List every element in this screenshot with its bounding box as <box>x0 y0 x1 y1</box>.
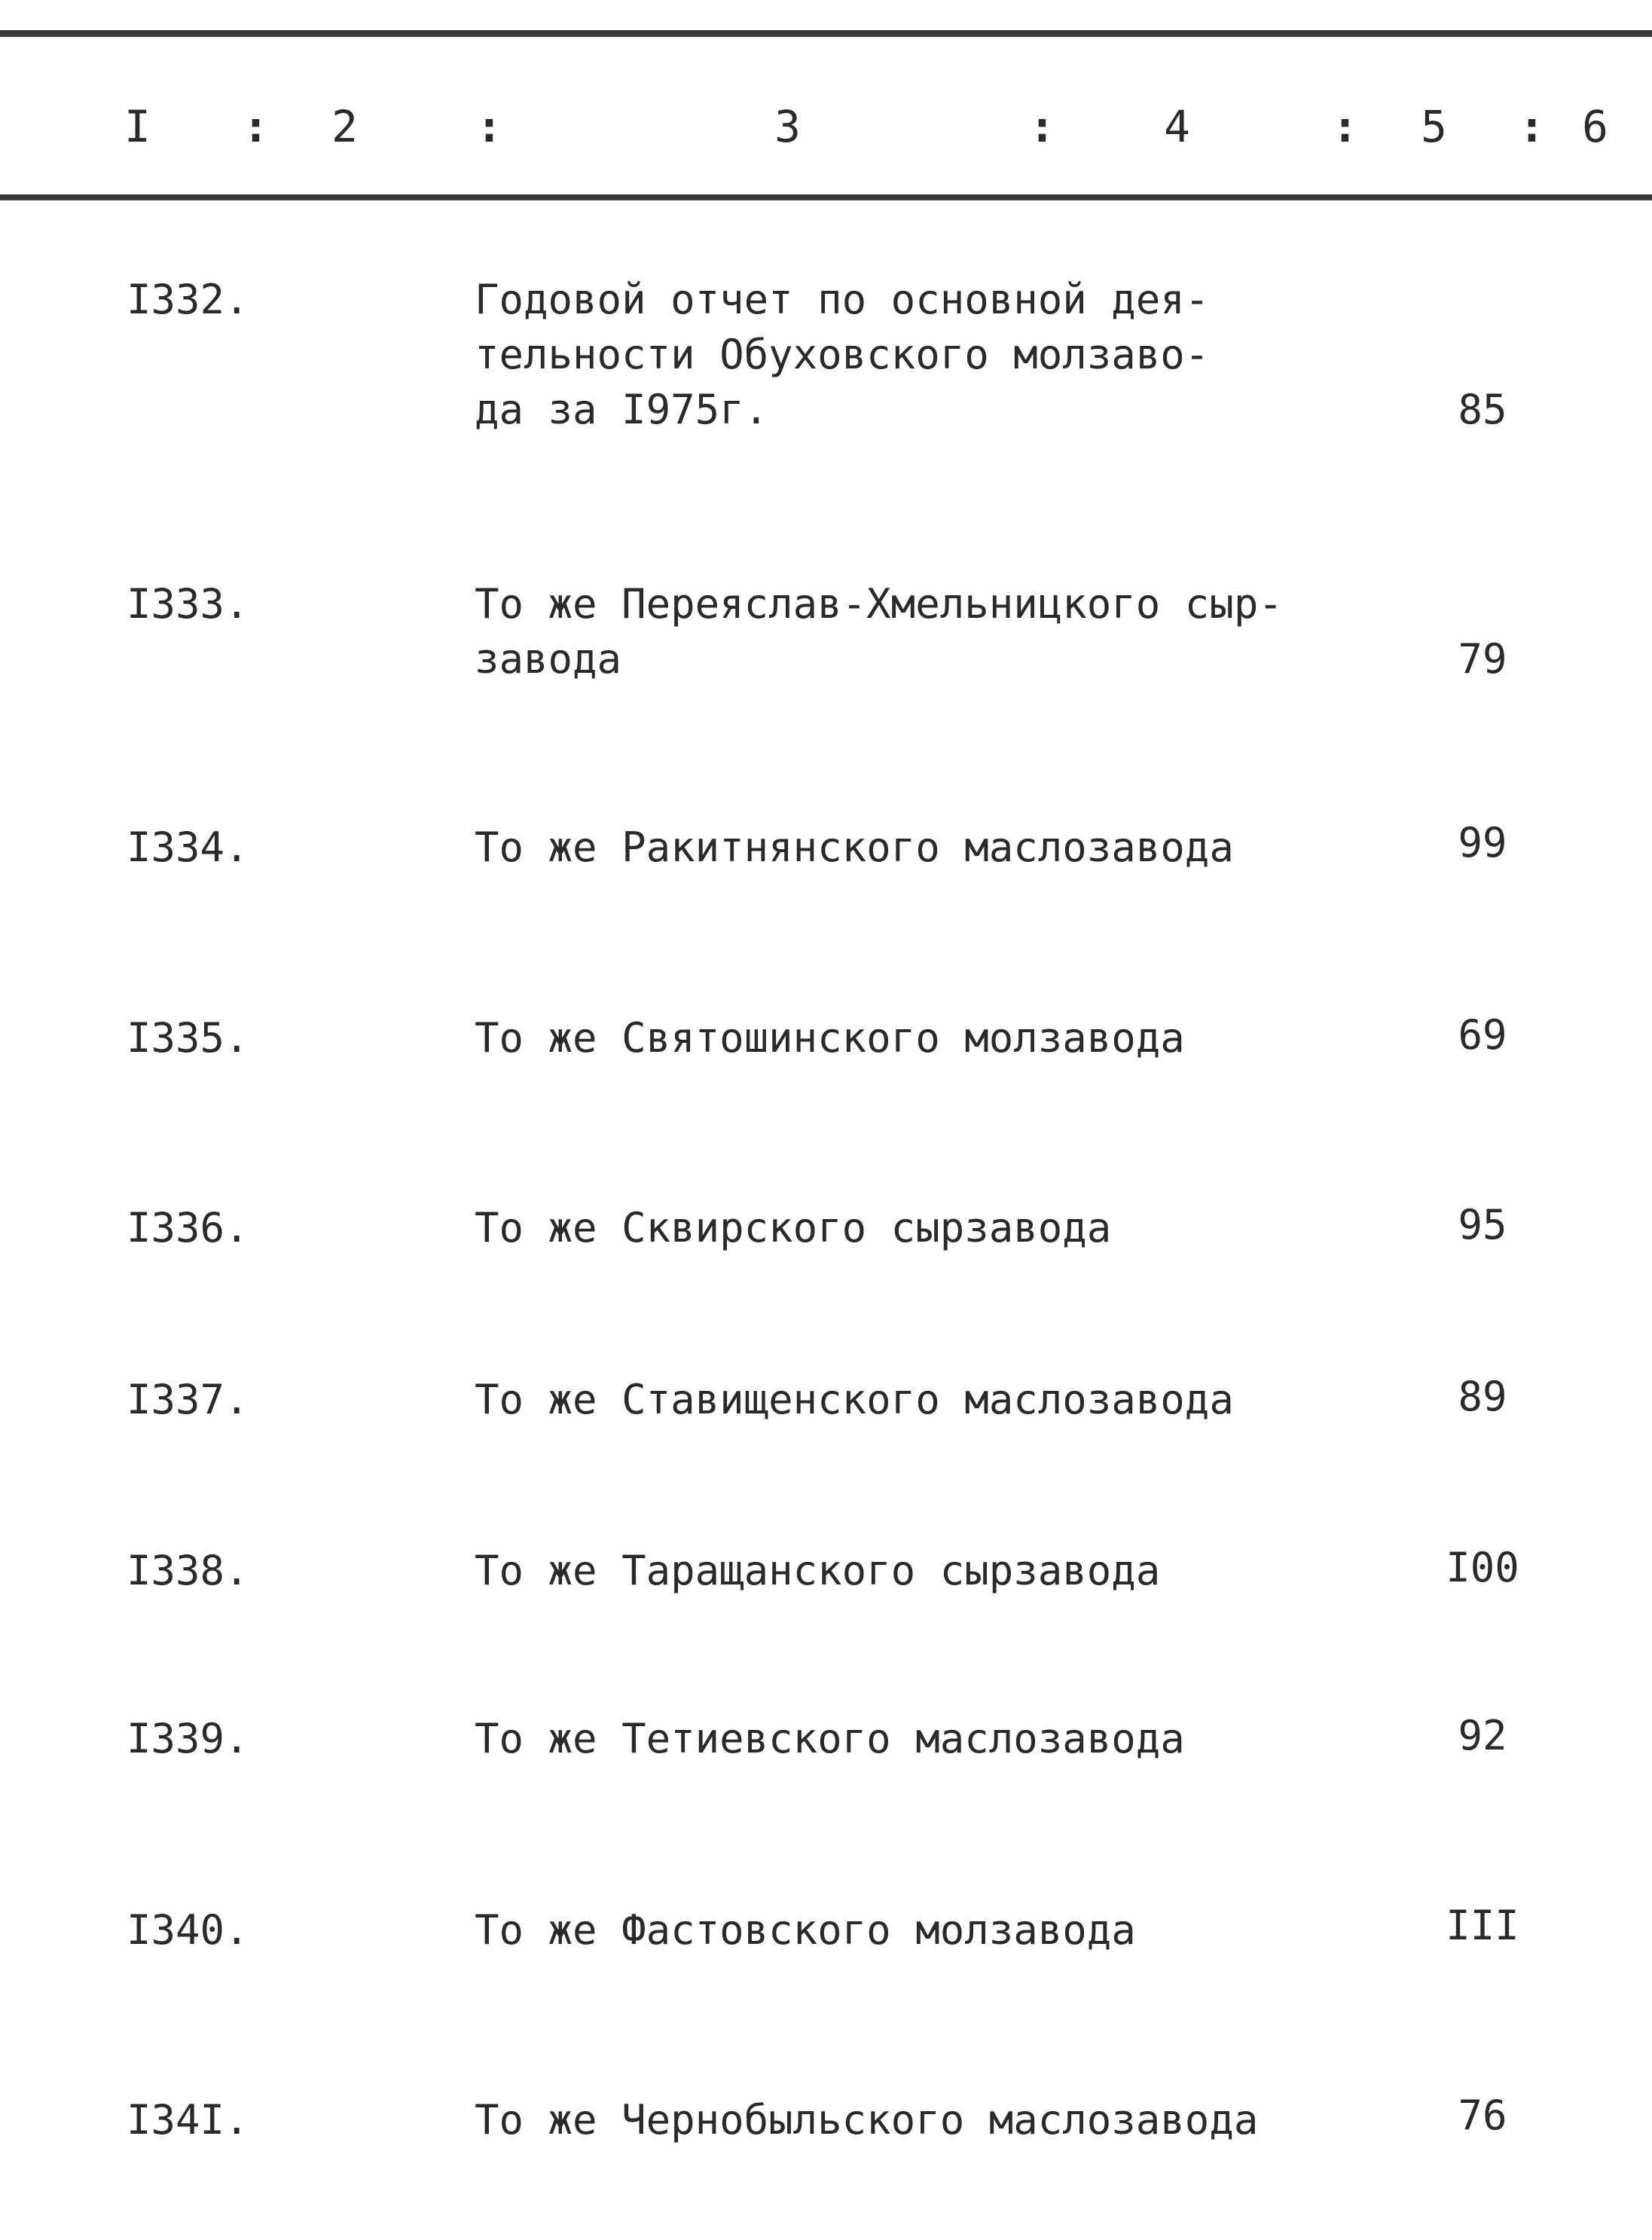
sheet-count: 69 <box>1458 1011 1507 1059</box>
column-separator: : <box>1332 101 1358 152</box>
sheet-count: 85 <box>1458 386 1507 433</box>
file-title-line: То же Переяслав-Хмельницкого сыр- <box>475 580 1283 628</box>
file-number: I338. <box>127 1547 249 1594</box>
column-header-6: 6 <box>1582 101 1608 152</box>
sheet-count: 99 <box>1458 819 1507 866</box>
file-number: I340. <box>127 1906 249 1954</box>
file-number: I335. <box>127 1014 249 1062</box>
sheet-count: I00 <box>1446 1544 1519 1591</box>
file-title-line: тельности Обуховского молзаво- <box>475 331 1210 378</box>
file-number: I334. <box>127 824 249 871</box>
top-rule <box>0 30 1652 37</box>
file-title-line: завода <box>475 635 622 683</box>
file-number: I336. <box>127 1204 249 1251</box>
column-header-2: 2 <box>331 101 358 152</box>
file-number: I332. <box>127 276 249 323</box>
file-number: I333. <box>127 580 249 628</box>
file-number: I337. <box>127 1376 249 1423</box>
file-title-line: То же Святошинского молзавода <box>475 1014 1185 1062</box>
column-header-3: 3 <box>774 101 801 152</box>
file-title-line: То же Чернобыльского маслозавода <box>475 2096 1259 2144</box>
file-title-line: То же Фастовского молзавода <box>475 1906 1136 1954</box>
column-header-5: 5 <box>1421 101 1447 152</box>
file-title-line: Годовой отчет по основной дея- <box>475 276 1210 323</box>
column-separator: : <box>1029 101 1055 152</box>
column-separator: : <box>1519 101 1545 152</box>
file-title-line: да за I975г. <box>475 386 769 433</box>
sheet-count: 92 <box>1458 1712 1507 1759</box>
sheet-count: 95 <box>1458 1201 1507 1248</box>
sheet-count: 89 <box>1458 1373 1507 1420</box>
column-header-1: I <box>124 101 151 152</box>
file-title-line: То же Ставищенского маслозавода <box>475 1376 1234 1423</box>
column-header-4: 4 <box>1164 101 1190 152</box>
header-rule <box>0 194 1652 200</box>
column-separator: : <box>476 101 502 152</box>
sheet-count: III <box>1446 1902 1519 1949</box>
file-number: I339. <box>127 1715 249 1762</box>
file-title-line: То же Тетиевского маслозавода <box>475 1715 1185 1762</box>
file-number: I34I. <box>127 2096 249 2144</box>
sheet-count: 79 <box>1458 635 1507 683</box>
file-title-line: То же Ракитнянского маслозавода <box>475 824 1234 871</box>
column-separator: : <box>243 101 269 152</box>
file-title-line: То же Сквирского сырзавода <box>475 1204 1112 1251</box>
file-title-line: То же Таращанского сырзавода <box>475 1547 1161 1594</box>
sheet-count: 76 <box>1458 2092 1507 2139</box>
